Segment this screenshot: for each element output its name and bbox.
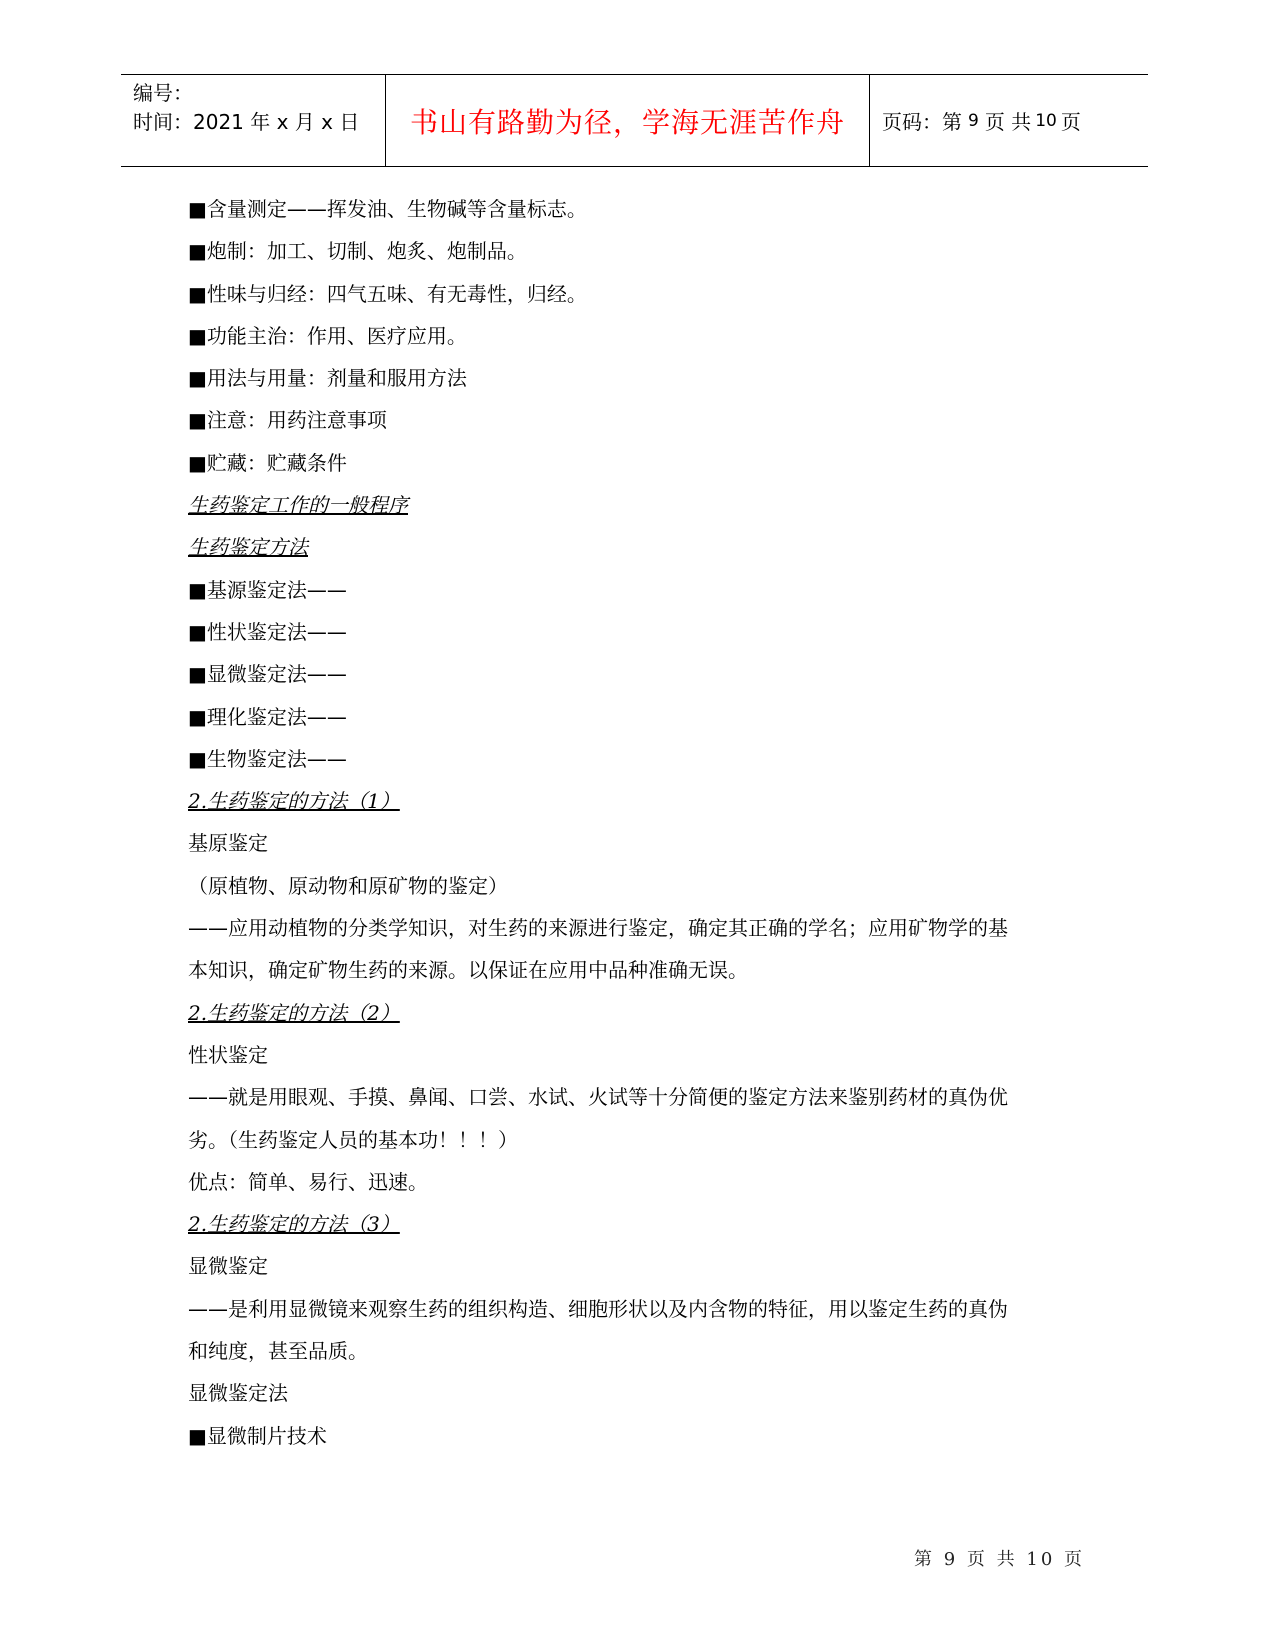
body-line: ——应用动植物的分类学知识，对生药的来源进行鉴定，确定其正确的学名；应用矿物学的基: [188, 916, 1008, 941]
body-line: ■生物鉴定法——: [188, 746, 347, 771]
section-heading: 2.生药鉴定的方法（3）: [188, 1212, 400, 1237]
section-heading: 生药鉴定方法: [188, 535, 308, 560]
page-prefix: 页码：第: [882, 110, 962, 134]
body-line: ——就是用眼观、手摸、鼻闻、口尝、水试、火试等十分简便的鉴定方法来鉴别药材的真伪优: [188, 1085, 1008, 1110]
body-line: 劣。（生药鉴定人员的基本功！！！）: [188, 1127, 518, 1152]
body-line: ■显微鉴定法——: [188, 662, 347, 687]
body-line: ■显微制片技术: [188, 1423, 327, 1448]
body-line: 优点：简单、易行、迅速。: [188, 1169, 428, 1194]
serial-label: 编号：: [133, 81, 193, 105]
section-heading: 生药鉴定工作的一般程序: [188, 493, 408, 518]
body-line: ■用法与用量：剂量和服用方法: [188, 366, 467, 391]
header-page-info: [870, 75, 1148, 166]
page-total: 10: [1035, 110, 1057, 131]
body-line: ■基源鉴定法——: [188, 577, 347, 602]
body-line: ■功能主治：作用、医疗应用。: [188, 323, 467, 348]
page-number: 9: [968, 110, 979, 131]
body-line: ■理化鉴定法——: [188, 704, 347, 729]
page-footer: 第 9 页 共 10 页: [914, 1549, 1085, 1570]
body-line: 本知识，确定矿物生药的来源。以保证在应用中品种准确无误。: [188, 958, 748, 983]
time-label: 时间：2021 年 x 月 x 日: [133, 110, 360, 134]
body-line: 基原鉴定: [188, 831, 268, 856]
document-body: [188, 188, 1088, 1457]
header-left-cell: [121, 75, 385, 166]
body-line: ■含量测定——挥发油、生物碱等含量标志。: [188, 197, 587, 221]
page-suffix: 页: [1060, 110, 1081, 134]
body-line: ■炮制：加工、切制、炮炙、炮制品。: [188, 239, 527, 264]
motto: 书山有路勤为径，学海无涯苦作舟: [385, 75, 870, 166]
section-heading: 2.生药鉴定的方法（1）: [188, 789, 400, 814]
body-line: ■性状鉴定法——: [188, 619, 347, 644]
body-line: 和纯度，甚至品质。: [188, 1339, 368, 1364]
body-line: ■性味与归经：四气五味、有无毒性，归经。: [188, 281, 587, 306]
body-line: 显微鉴定: [188, 1254, 268, 1279]
body-line: 性状鉴定: [188, 1042, 268, 1067]
page-mid: 页 共: [984, 110, 1032, 134]
body-line: ——是利用显微镜来观察生药的组织构造、细胞形状以及内含物的特征，用以鉴定生药的真伪: [188, 1296, 1008, 1321]
body-line: ■注意：用药注意事项: [188, 408, 387, 433]
section-heading: 2.生药鉴定的方法（2）: [188, 1000, 400, 1025]
body-line: （原植物、原动物和原矿物的鉴定）: [188, 873, 508, 898]
body-line: 显微鉴定法: [188, 1381, 288, 1406]
page-header: [121, 74, 1148, 167]
body-line: ■贮藏：贮藏条件: [188, 450, 347, 475]
